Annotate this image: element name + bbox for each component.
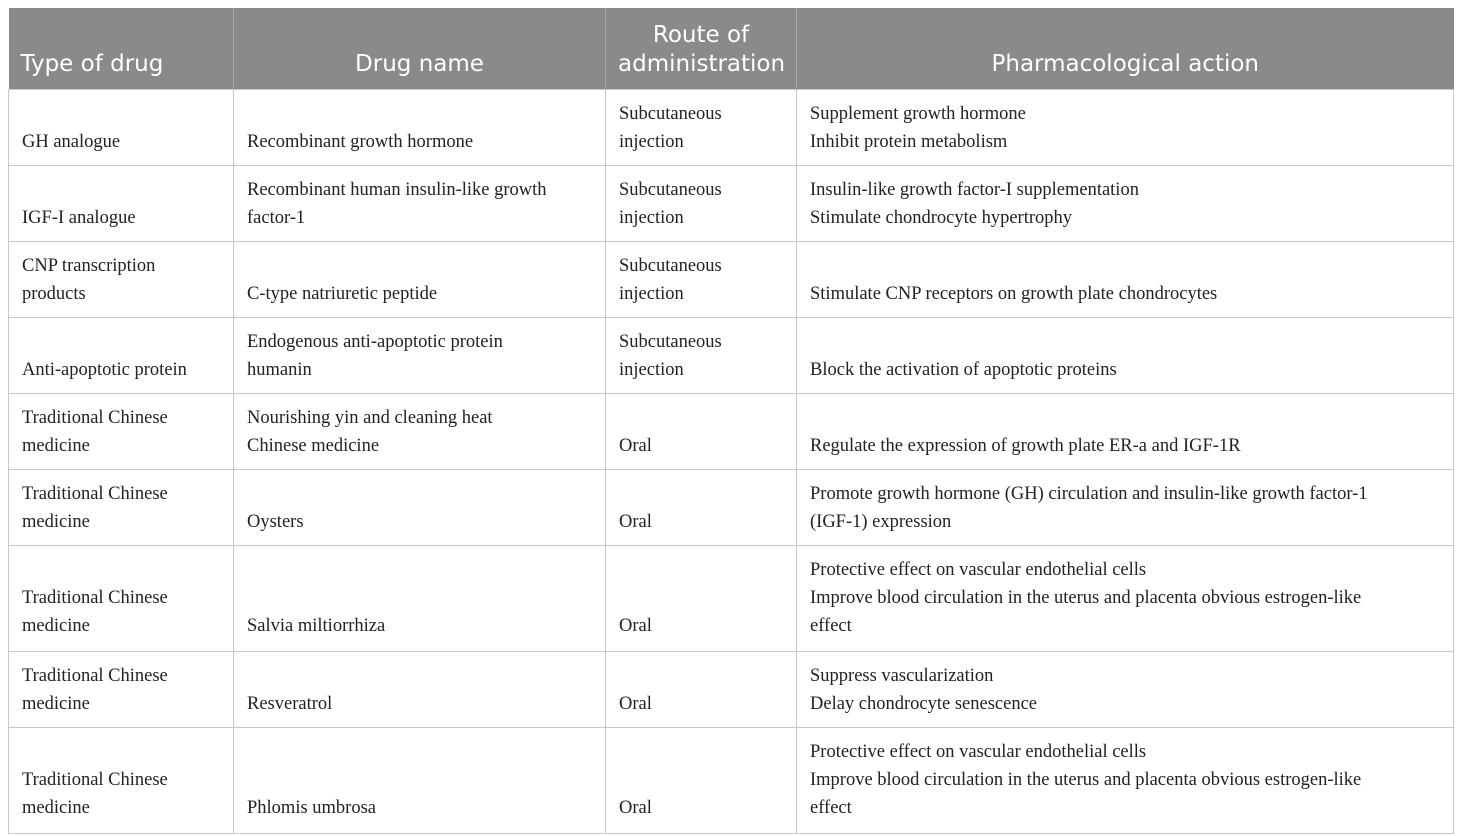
cell-drug-name [234,241,606,317]
cell-drug-name-line: Salvia miltiorrhiza [247,615,386,636]
cell-type-of-drug [9,89,234,165]
cell-drug-name [234,165,606,241]
cell-type-of-drug-line: Traditional Chinese [22,483,168,504]
cell-route-line: Oral [619,615,652,636]
cell-drug-name-line: Recombinant human insulin-like growth [247,179,547,200]
cell-route [606,651,797,727]
cell-type-of-drug-line: Anti-apoptotic protein [22,359,187,380]
cell-drug-name-line: Recombinant growth hormone [247,131,474,152]
cell-drug-name [234,393,606,469]
cell-route [606,393,797,469]
cell-type-of-drug [9,393,234,469]
cell-pharmacological-action [797,727,1454,833]
cell-type-of-drug-line: Traditional Chinese [22,665,168,686]
cell-pharmacological-action-line: Regulate the expression of growth plate ER-a and IGF-1R [810,435,1241,456]
table-row [9,469,1454,545]
drug-table-container [8,8,1453,834]
cell-route [606,545,797,651]
cell-route-line: Oral [619,693,652,714]
cell-type-of-drug-line: Traditional Chinese [22,407,168,428]
cell-route [606,165,797,241]
header-type-of-drug: Type of drug [9,8,234,89]
cell-pharmacological-action-line: Block the activation of apoptotic proteins [810,359,1117,380]
cell-drug-name [234,89,606,165]
header-pharmacological-action: Pharmacological action [797,8,1454,89]
cell-type-of-drug-line: Traditional Chinese [22,587,168,608]
cell-route [606,89,797,165]
header-row [9,8,1454,89]
table-row [9,89,1454,165]
cell-pharmacological-action [797,241,1454,317]
cell-pharmacological-action-line: Delay chondrocyte senescence [810,693,1038,714]
cell-route-line: Oral [619,797,652,818]
cell-type-of-drug-line: medicine [22,511,90,532]
cell-route [606,469,797,545]
cell-pharmacological-action-line: effect [810,615,852,636]
cell-pharmacological-action-line: Insulin-like growth factor-I supplementation [810,179,1139,200]
cell-type-of-drug-line: medicine [22,615,90,636]
table-row [9,545,1454,651]
cell-pharmacological-action-line: Stimulate chondrocyte hypertrophy [810,207,1073,228]
table-row [9,727,1454,833]
cell-type-of-drug-line: CNP transcription [22,255,156,276]
cell-route [606,317,797,393]
cell-type-of-drug [9,651,234,727]
cell-pharmacological-action-line: Promote growth hormone (GH) circulation and insulin-like growth factor-1 [810,483,1368,504]
cell-pharmacological-action [797,393,1454,469]
cell-route-line: Oral [619,435,652,456]
cell-route-line: Subcutaneous [619,331,722,352]
cell-pharmacological-action-line: (IGF-1) expression [810,511,952,532]
cell-pharmacological-action-line: effect [810,797,852,818]
cell-type-of-drug-line: Traditional Chinese [22,769,168,790]
cell-type-of-drug-line: medicine [22,435,90,456]
table-row [9,651,1454,727]
cell-type-of-drug-line: medicine [22,797,90,818]
cell-drug-name-line: Nourishing yin and cleaning heat [247,407,493,428]
header-route-line2: administration [618,50,786,77]
cell-route-line: Subcutaneous [619,103,722,124]
cell-pharmacological-action-line: Improve blood circulation in the uterus and placenta obvious estrogen-like [810,587,1362,608]
cell-route-line: injection [619,207,684,228]
table-header [9,8,1454,89]
cell-type-of-drug-line: products [22,283,86,304]
cell-drug-name-line: humanin [247,359,312,380]
cell-type-of-drug [9,317,234,393]
cell-pharmacological-action-line: Inhibit protein metabolism [810,131,1008,152]
drug-table [8,8,1454,834]
cell-pharmacological-action [797,651,1454,727]
cell-route-line: injection [619,131,684,152]
cell-route-line: Subcutaneous [619,179,722,200]
cell-pharmacological-action-line: Stimulate CNP receptors on growth plate chondrocytes [810,283,1218,304]
cell-type-of-drug [9,241,234,317]
cell-type-of-drug-line: medicine [22,693,90,714]
cell-pharmacological-action [797,469,1454,545]
cell-pharmacological-action [797,545,1454,651]
table-row [9,393,1454,469]
cell-pharmacological-action-line: Protective effect on vascular endothelial cells [810,559,1147,580]
cell-drug-name-line: factor-1 [247,207,306,228]
table-body [9,89,1454,833]
table-row [9,165,1454,241]
table-row [9,241,1454,317]
cell-pharmacological-action-line: Supplement growth hormone [810,103,1026,124]
cell-drug-name-line: Oysters [247,511,304,532]
cell-route-line: Subcutaneous [619,255,722,276]
header-route-line1: Route of [652,21,750,48]
cell-pharmacological-action [797,165,1454,241]
cell-pharmacological-action-line: Suppress vascularization [810,665,994,686]
cell-pharmacological-action-line: Improve blood circulation in the uterus and placenta obvious estrogen-like [810,769,1362,790]
cell-drug-name [234,727,606,833]
header-route [606,8,797,89]
cell-type-of-drug [9,727,234,833]
header-drug-name: Drug name [234,8,606,89]
cell-route-line: injection [619,359,684,380]
cell-drug-name [234,651,606,727]
cell-drug-name [234,545,606,651]
cell-type-of-drug [9,165,234,241]
cell-drug-name-line: Endogenous anti-apoptotic protein [247,331,503,352]
cell-drug-name [234,469,606,545]
cell-drug-name-line: C-type natriuretic peptide [247,283,438,304]
cell-drug-name-line: Phlomis umbrosa [247,797,376,818]
cell-type-of-drug [9,545,234,651]
cell-type-of-drug-line: GH analogue [22,131,121,152]
cell-drug-name [234,317,606,393]
table-row [9,317,1454,393]
cell-type-of-drug-line: IGF-I analogue [22,207,136,228]
cell-route-line: Oral [619,511,652,532]
cell-drug-name-line: Resveratrol [247,693,333,714]
cell-drug-name-line: Chinese medicine [247,435,380,456]
cell-route-line: injection [619,283,684,304]
cell-type-of-drug [9,469,234,545]
cell-route [606,241,797,317]
cell-pharmacological-action-line: Protective effect on vascular endothelial cells [810,741,1147,762]
cell-pharmacological-action [797,89,1454,165]
cell-route [606,727,797,833]
cell-pharmacological-action [797,317,1454,393]
